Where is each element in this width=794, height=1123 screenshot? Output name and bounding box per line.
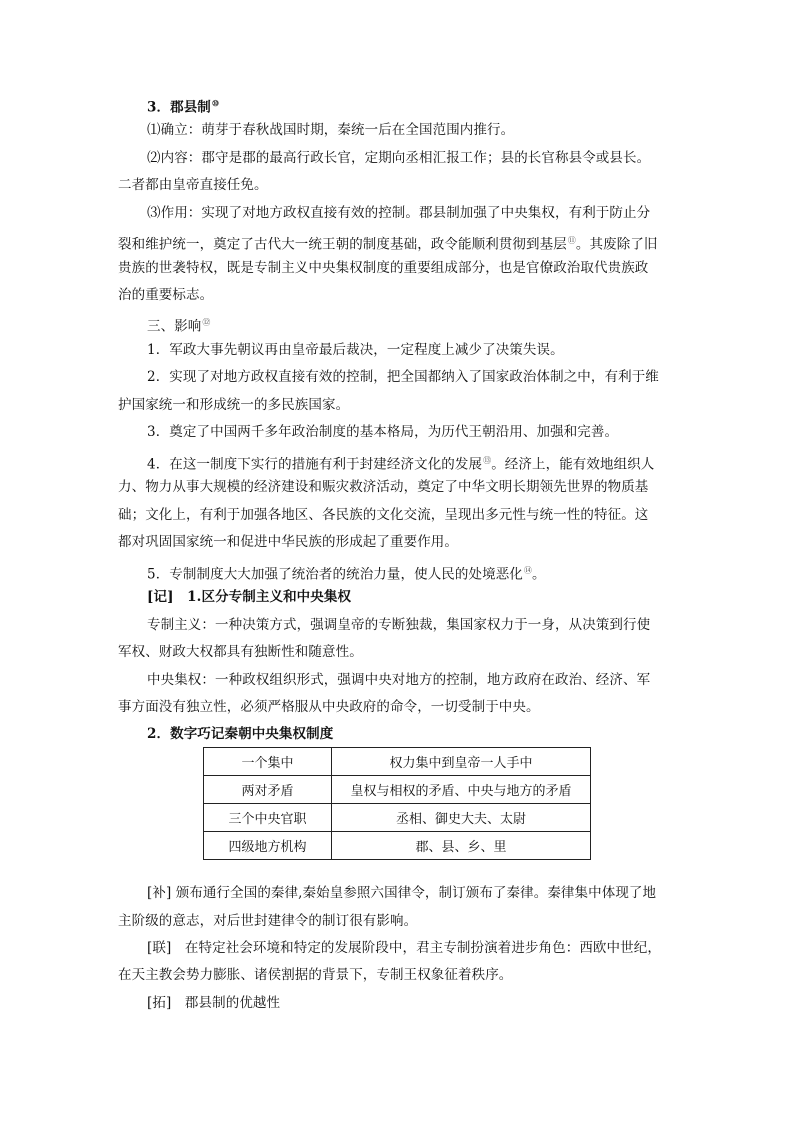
- definition-despotism-line-1: 专制主义：一种决策方式，强调皇帝的专断独裁，集国家权力于一身，从决策到行使: [147, 617, 651, 633]
- impact-item-4-line-4: 都对巩固国家统一和促进中华民族的形成起了重要作用。: [118, 534, 458, 550]
- table-cell-label: 一个集中: [204, 748, 332, 776]
- table-cell-value: 丞相、御史大夫、太尉: [332, 804, 591, 832]
- footnote-mark: ⑬: [483, 456, 492, 465]
- note-mnemonic-heading: 2．数字巧记秦朝中央集权制度: [147, 726, 334, 742]
- paragraph-effect-line-2: [118, 227, 678, 259]
- paragraph-effect-line-3: 贵族的世袭特权，既是专制主义中央集权制度的重要组成部分，也是官僚政治取代贵族政: [118, 260, 649, 276]
- note-lian-line-2: 在天主教会势力膨胀、诸侯割据的背景下，专制王权象征着秩序。: [118, 967, 513, 983]
- text-span: 5．专制制度大大加强了统治者的统治力量，使人民的处境恶化: [147, 566, 523, 583]
- footnote-mark: ⑩: [211, 98, 220, 108]
- definition-despotism-line-2: 军权、财政大权都具有独断性和随意性。: [118, 644, 363, 660]
- impact-item-2-line-2: 护国家统一和形成统一的多民族国家。: [118, 397, 350, 413]
- table-cell-label: 四级地方机构: [204, 832, 332, 860]
- paragraph-effect-line-4: 治的重要标志。: [118, 287, 214, 303]
- impact-item-4-line-3: 础；文化上，有利于加强各地区、各民族的文化交流，呈现出多元性与统一性的特征。这: [118, 507, 649, 523]
- table-cell-value: 权力集中到皇帝一人手中: [332, 748, 591, 776]
- footnote-mark: ⑭: [523, 566, 532, 575]
- note-ji-heading: [记] 1.区分专制主义和中央集权: [147, 589, 352, 605]
- text-span: 4．在这一制度下实行的措施有利于封建经济文化的发展: [147, 456, 483, 473]
- paragraph-establish: ⑴确立：萌芽于春秋战国时期，秦统一后在全国范围内推行。: [147, 122, 515, 138]
- table-row: [204, 804, 591, 832]
- heading-text: 三、影响: [147, 318, 202, 335]
- definition-centralization-line-1: 中央集权：一种政权组织形式，强调中央对地方的控制，地方政府在政治、经济、军: [147, 672, 651, 688]
- impact-item-3: 3．奠定了中国两千多年政治制度的基本格局，为历代王朝沿用、加强和完善。: [147, 424, 619, 440]
- impact-item-1: 1．军政大事先朝议再由皇帝最后裁决，一定程度上减少了决策失误。: [147, 342, 564, 358]
- heading-text: 3．郡县制: [147, 99, 211, 116]
- qin-centralization-table: [203, 747, 591, 860]
- definition-centralization-line-2: 事方面没有独立性，必须严格服从中央政府的命令，一切受制于中央。: [118, 699, 540, 715]
- text-span: 。其废除了旧: [575, 236, 658, 253]
- section-heading-impact: [147, 309, 678, 341]
- paragraph-content-line-2: 二者都由皇帝直接任免。: [118, 177, 268, 193]
- paragraph-content-line-1: ⑵内容：郡守是郡的最高行政长官，定期向丞相汇报工作；县的长官称县令或县长。: [147, 150, 651, 166]
- note-bu-line-1: [补] 颁布通行全国的秦律,秦始皇参照六国律令，制订颁布了秦律。秦律集中体现了地: [147, 885, 657, 901]
- table-cell-value: 皇权与相权的矛盾、中央与地方的矛盾: [332, 776, 591, 804]
- paragraph-effect-line-1: ⑶作用：实现了对地方政权直接有效的控制。郡县制加强了中央集权，有利于防止分: [147, 205, 651, 221]
- text-span: 。: [532, 566, 546, 583]
- table-cell-value: 郡、县、乡、里: [332, 832, 591, 860]
- impact-item-2-line-1: 2．实现了对地方政权直接有效的控制，把全国都纳入了国家政治体制之中，有利于维: [147, 369, 659, 385]
- table-row: [204, 748, 591, 776]
- table-cell-label: 三个中央官职: [204, 804, 332, 832]
- note-bu-line-2: 主阶级的意志，对后世封建律令的制订很有影响。: [118, 913, 418, 929]
- footnote-mark: ⑪: [567, 236, 576, 245]
- note-tuo-heading: [拓] 郡县制的优越性: [147, 995, 281, 1011]
- footnote-mark: ⑫: [202, 318, 211, 327]
- text-span: 裂和维护统一，奠定了古代大一统王朝的制度基础，政令能顺利贯彻到基层: [118, 236, 567, 253]
- impact-item-4-line-2: 力、物力从事大规模的经济建设和赈灾救济活动，奠定了中华文明长期领先世界的物质基: [118, 479, 649, 495]
- table-cell-label: 两对矛盾: [204, 776, 332, 804]
- note-lian-line-1: [联] 在特定社会环境和特定的发展阶段中，君主专制扮演着进步角色：西欧中世纪，: [147, 940, 661, 956]
- table-row: [204, 832, 591, 860]
- text-span: 。经济上，能有效地组织人: [491, 456, 655, 473]
- table-row: [204, 776, 591, 804]
